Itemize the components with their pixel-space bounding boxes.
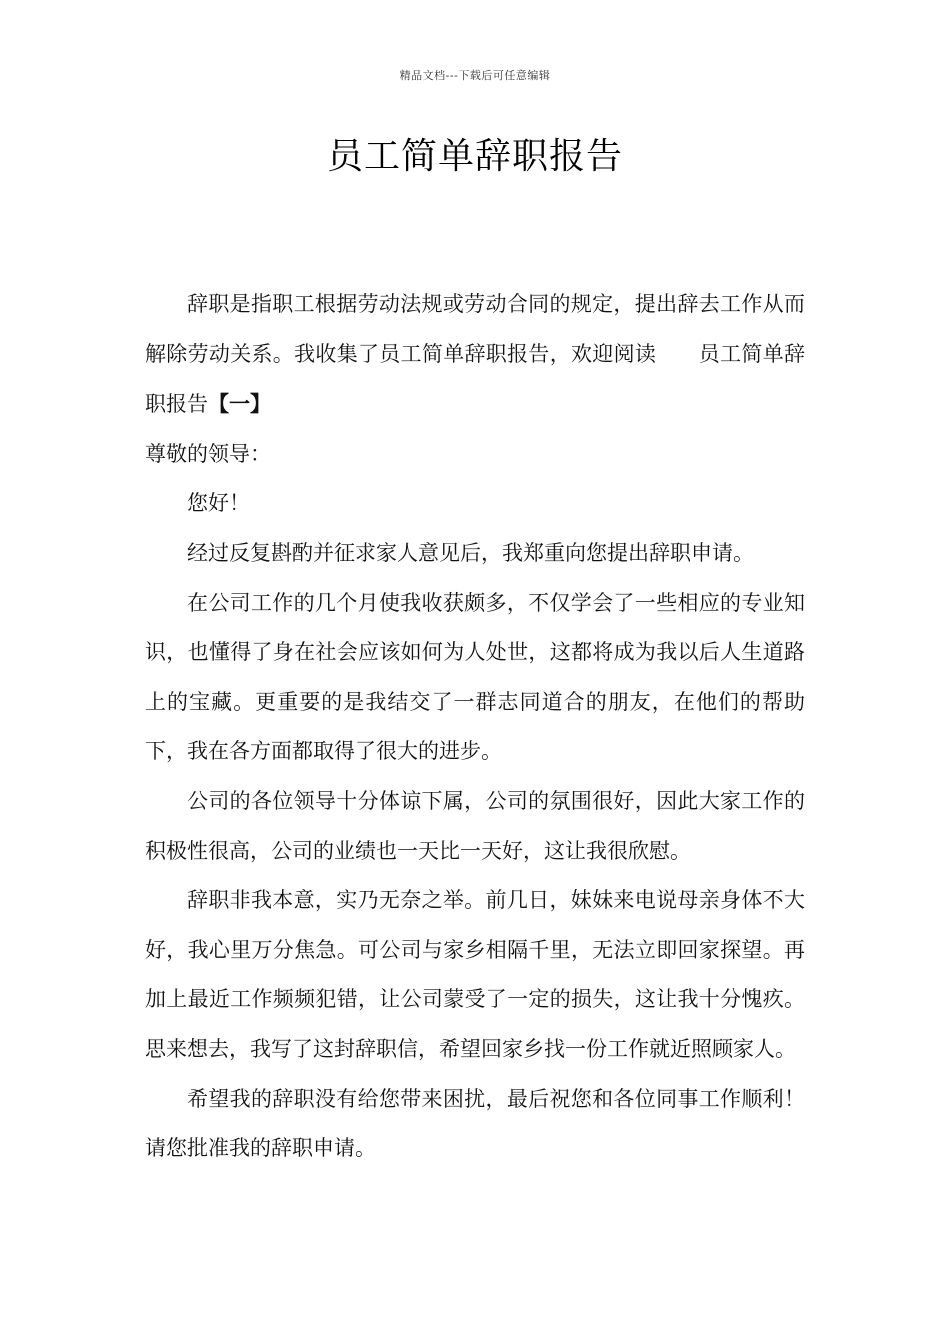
header-note: 精品文档---下载后可任意编辑	[399, 69, 551, 82]
paragraph: 在公司工作的几个月使我收获颇多，不仅学会了一些相应的专业知识，也懂得了身在社会应该如何为人处世，这都将成为我以后人生道路上的宝藏。更重要的是我结交了一群志同道合的朋友，在他们的帮助下，我在各方面都取得了很大的进步。	[145, 590, 805, 764]
section-mark: 【一】	[208, 391, 271, 417]
paragraph: 公司的各位领导十分体谅下属，公司的氛围很好，因此大家工作的积极性很高，公司的业绩也一天比一天好，这让我很欣慰。	[145, 788, 805, 863]
paragraph: 希望我的辞职没有给您带来困扰，最后祝您和各位同事工作顺利！请您批准我的辞职申请。	[145, 1086, 805, 1161]
paragraph: 辞职非我本意，实乃无奈之举。前几日，妹妹来电说母亲身体不大好，我心里万分焦急。可公司与家乡相隔千里，无法立即回家探望。再加上最近工作频频犯错，让公司蒙受了一定的损失，这让我十分愧疚。思来想去，我写了这封辞职信，希望回家乡找一份工作就近照顾家人。	[145, 888, 805, 1061]
paragraph: 经过反复斟酌并征求家人意见后，我郑重向您提出辞职申请。	[187, 540, 754, 565]
intro-paragraph	[145, 280, 805, 430]
greeting: 您好！	[187, 491, 250, 516]
document-title: 员工简单辞职报告	[326, 136, 623, 177]
salutation: 尊敬的领导：	[145, 441, 271, 466]
intro-text: 辞职是指职工根据劳动法规或劳动合同的规定，提出辞去工作从而解除劳动关系。我收集了员工简单辞职报告，欢迎阅读 员工简单辞职报告	[145, 292, 805, 417]
document-body	[145, 280, 805, 1174]
